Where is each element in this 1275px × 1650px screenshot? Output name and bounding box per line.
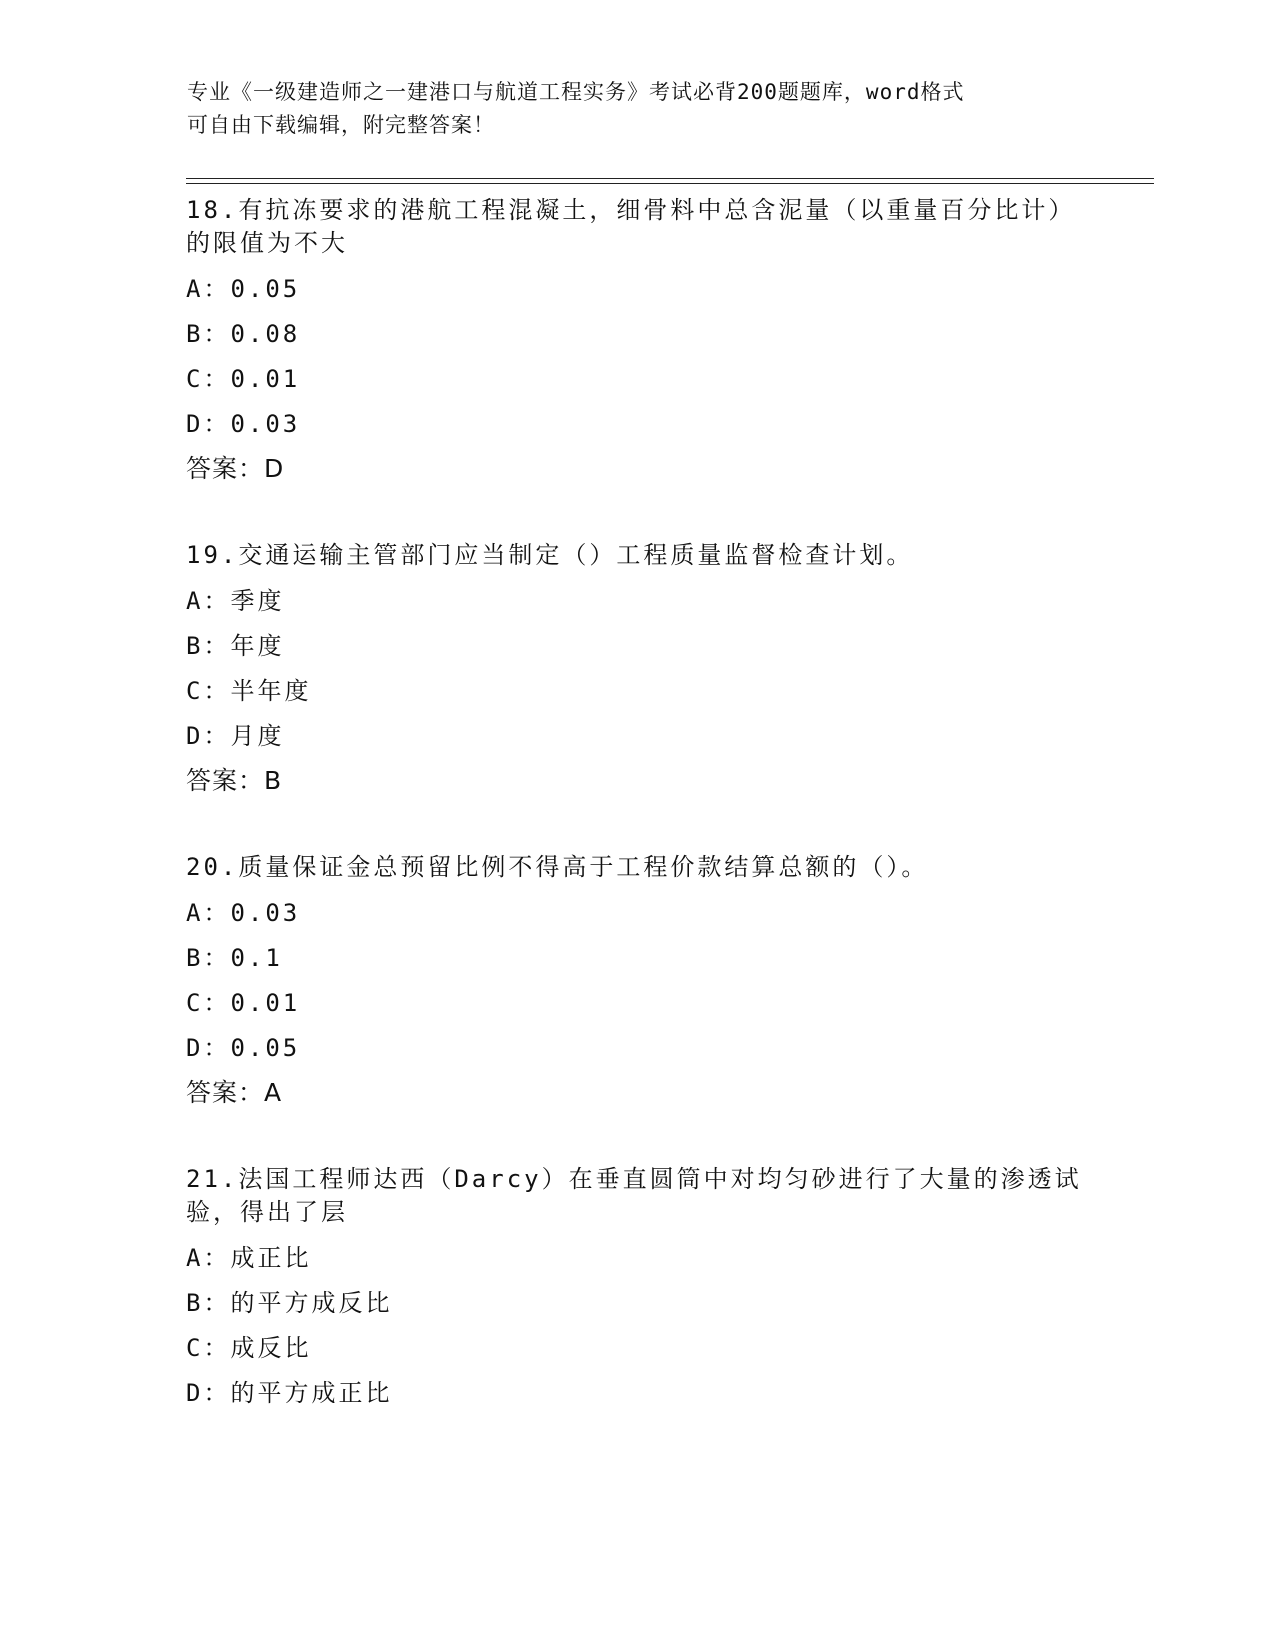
option-b: B：0.08 (186, 320, 301, 348)
question-20 (186, 851, 1086, 1112)
header-line-1: 专业《一级建造师之一建港口与航道工程实务》考试必背200题题库，word格式 (187, 80, 965, 104)
question-19 (186, 539, 1086, 800)
option-d: D：0.05 (186, 1034, 301, 1062)
question-18 (186, 194, 1086, 488)
question-text: 20.质量保证金总预留比例不得高于工程价款结算总额的（）。 (186, 853, 929, 881)
option-c: C：成反比 (186, 1334, 312, 1362)
question-list (186, 194, 1086, 1472)
header-divider-top (186, 178, 1154, 179)
option-a: A：0.03 (186, 899, 301, 927)
question-text: 19.交通运输主管部门应当制定（）工程质量监督检查计划。 (186, 541, 914, 569)
option-c: C：半年度 (186, 677, 312, 705)
option-b: B：的平方成反比 (186, 1289, 393, 1317)
option-d: D：0.03 (186, 410, 301, 438)
document-header (187, 76, 1067, 142)
option-b: B：0.1 (186, 944, 283, 972)
question-text: 18.有抗冻要求的港航工程混凝土，细骨料中总含泥量（以重量百分比计）的限值为不大 (186, 196, 1076, 257)
option-a: A：0.05 (186, 275, 301, 303)
option-c: C：0.01 (186, 989, 301, 1017)
option-a: A：成正比 (186, 1244, 312, 1272)
header-divider-bottom (186, 183, 1154, 184)
option-d: D：月度 (186, 722, 285, 750)
answer-text: 答案：A (186, 1078, 283, 1107)
question-21 (186, 1163, 1086, 1421)
option-d: D：的平方成正比 (186, 1379, 393, 1407)
header-line-2: 可自由下载编辑，附完整答案！ (187, 113, 495, 137)
answer-text: 答案：B (186, 766, 283, 795)
option-a: A：季度 (186, 587, 285, 615)
option-c: C：0.01 (186, 365, 301, 393)
answer-text: 答案：D (186, 454, 285, 483)
option-b: B：年度 (186, 632, 285, 660)
question-text: 21.法国工程师达西（Darcy）在垂直圆筒中对均匀砂进行了大量的渗透试验，得出了层 (186, 1165, 1082, 1226)
